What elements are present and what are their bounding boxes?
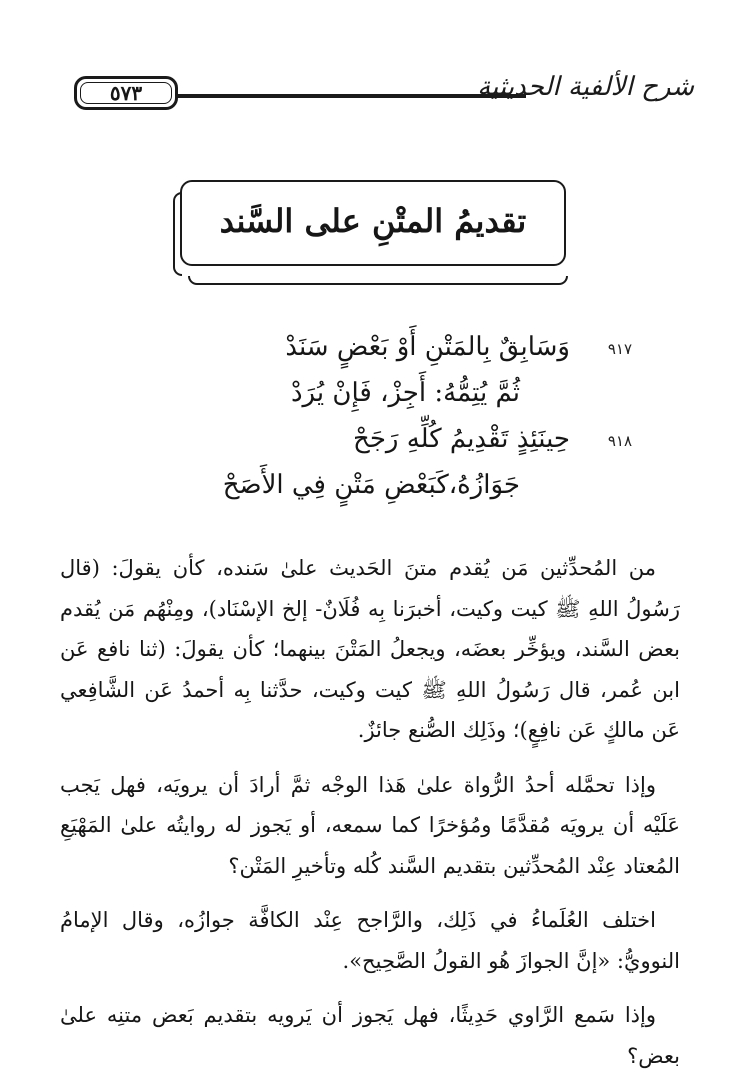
page-number-badge <box>74 76 178 110</box>
page-header <box>74 70 694 120</box>
verse-block <box>100 332 632 516</box>
verse-line <box>100 378 620 424</box>
commentary-text <box>60 548 680 1090</box>
verse-hemistich: حِينَئِذٍ تَقْدِيمُ كُلِّهِ رَجَحْ <box>353 424 570 454</box>
paragraph: وإذا تحمَّله أحدُ الرُّواة علىٰ هَذا الوجْه ثمَّ أرادَ أن يرويَه، فهل يَجب عَلَيْه أن يرويَه مُقدَّمًا ومُؤخرًا كما سمعه، أو يَجوز له روايتُه علىٰ المَهْيَعِ المُعتاد عِنْد المُحدِّثين بتقديم السَّند كُله وتأخيرِ المَتْن؟ <box>60 772 680 878</box>
verse-hemistich: جَوَازُهُ،كَبَعْضِ مَتْنٍ فِي الأَصَحْ <box>222 470 520 500</box>
verse-number: ٩١٨ <box>607 432 632 450</box>
page-number: ٥٧٣ <box>109 81 143 105</box>
running-book-title: شرح الألفية الحديثية <box>477 72 694 102</box>
chapter-title-frame <box>180 180 566 266</box>
verse-number: ٩١٧ <box>607 340 632 358</box>
verse-line <box>100 470 620 516</box>
paragraph: اختلف العُلَماءُ في ذَلِك، والرَّاجح عِنْد الكافَّة جوازُه، وقال الإمامُ النوويُّ: «إنَّ الجوازَ هُو القولُ الصَّحِيح». <box>60 908 680 973</box>
paragraph: وإذا سَمع الرَّاوي حَدِيثًا، فهل يَجوز أن يَرويه بتقديم بَعض متنِه علىٰ بعض؟ <box>60 1003 680 1068</box>
verse-line <box>100 332 632 378</box>
paragraph: من المُحدِّثين مَن يُقدم متنَ الحَديث علىٰ سَنده، كأن يقولَ: (قال رَسُولُ اللهِ ﷺ كيت وكيت، أخبرَنا بِه فُلَانٌ- إلخ الإسْنَاد)، ومِنْهُم مَن يُقدم بعض السَّند، ويؤخِّر بعضَه، ويجعلُ المَتْنَ بينهما؛ كأن يقولَ: (ثنا نافع عَن ابن عُمر، قال رَسُولُ اللهِ ﷺ كيت وكيت، حدَّثنا بِه أحمدُ عَن الشَّافِعي عَن مالكٍ عَن نافِعٍ)؛ وذَلِك الصُّنع جائزٌ. <box>60 556 680 742</box>
verse-hemistich: ثُمَّ يُتِمُّهُ: أَجِزْ، فَإِنْ يُرَدْ <box>290 378 520 408</box>
verse-line <box>100 424 632 470</box>
header-rule <box>178 94 526 98</box>
chapter-title: تقديمُ المتْنِ على السَّند <box>219 202 527 240</box>
verse-hemistich: وَسَابِقٌ بِالمَتْنِ أَوْ بَعْضٍ سَنَدْ <box>285 332 570 362</box>
